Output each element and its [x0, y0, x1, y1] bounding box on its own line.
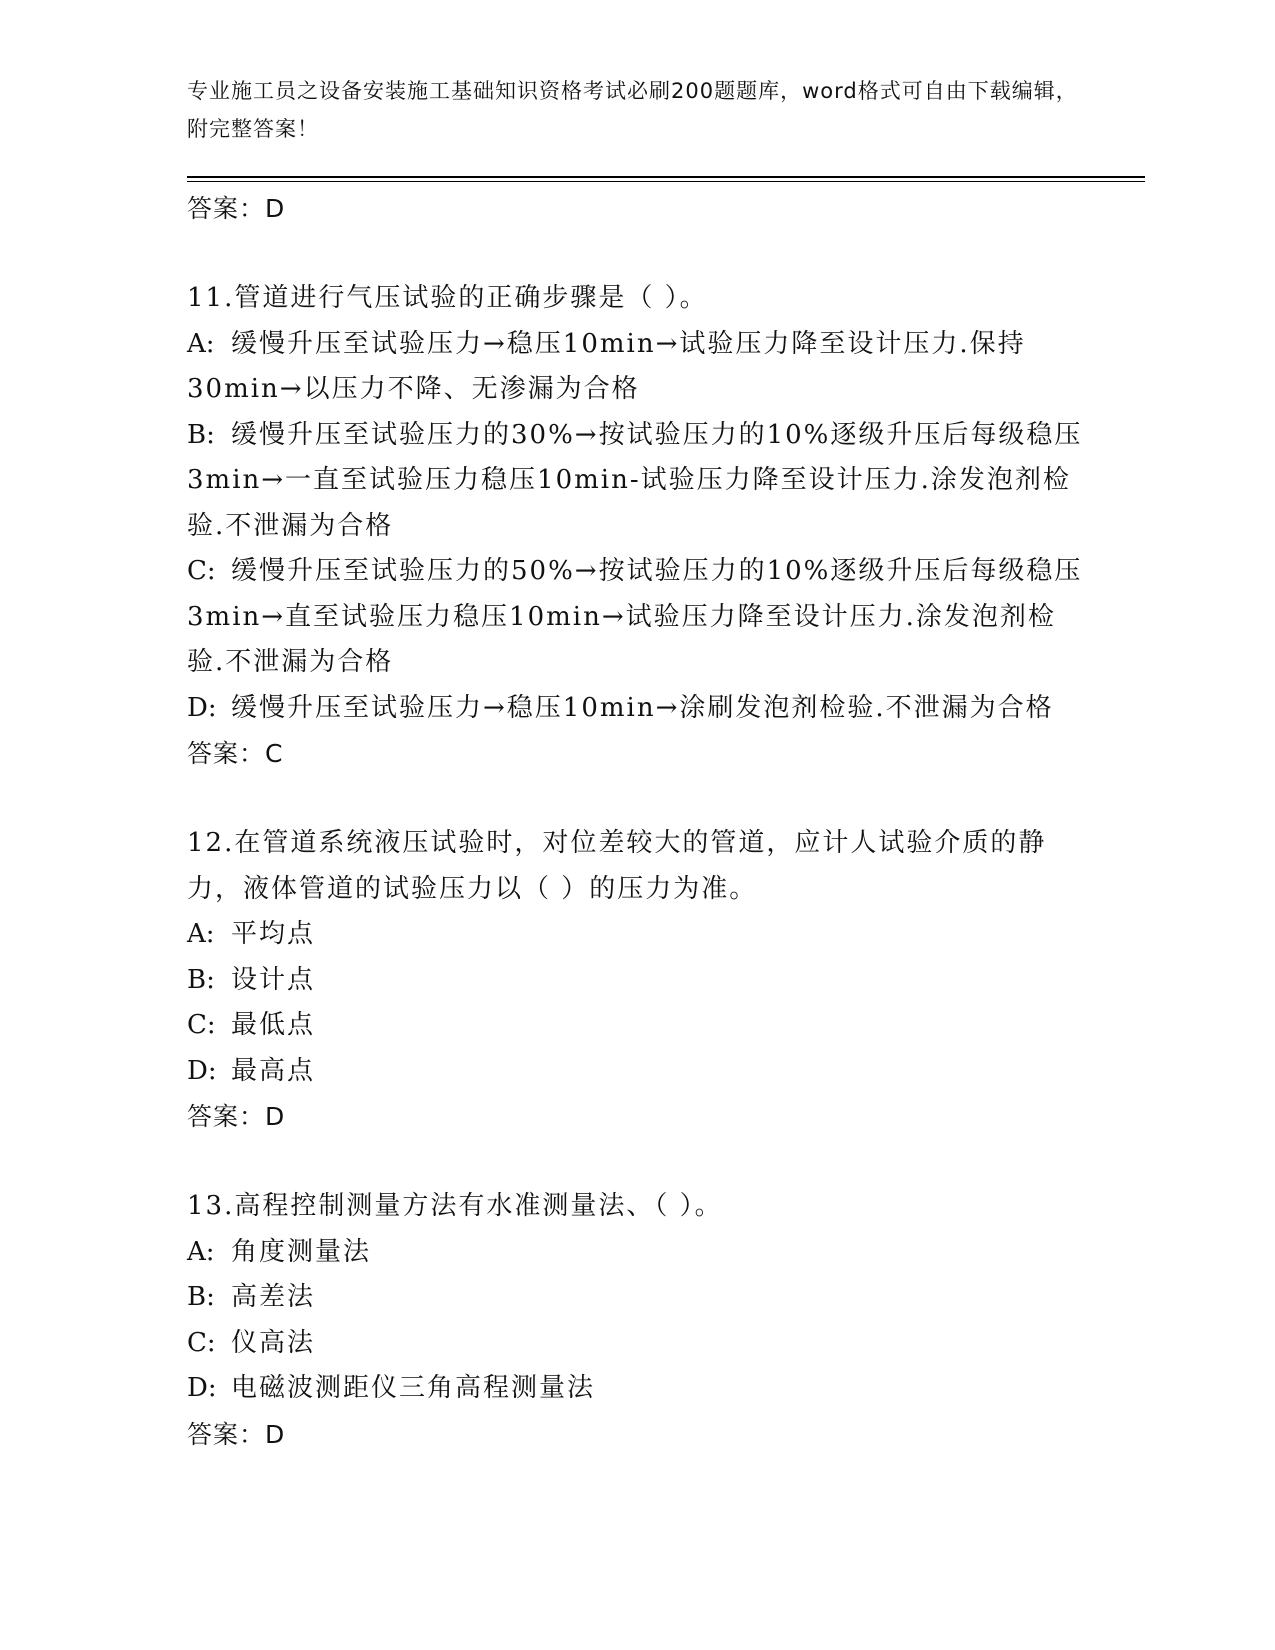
option-text: 缓慢升压至试验压力的50%→按试验压力的10%逐级升压后每级稳压3min→直至试验压力稳压10min→试验压力降至设计压力.涂发泡剂检验.不泄漏为合格	[187, 556, 1083, 677]
option-text: 设计点	[231, 964, 316, 995]
option-key: A:	[187, 1236, 215, 1267]
option-text: 仪高法	[231, 1327, 316, 1358]
question-stem: 12.在管道系统液压试验时，对位差较大的管道，应计人试验介质的静力，液体管道的试验压力以（ ）的压力为准。	[187, 828, 1047, 904]
option-key: D:	[187, 1373, 217, 1403]
option-c	[187, 549, 1087, 686]
option-text: 最低点	[231, 1010, 316, 1040]
answer-line: 答案：D	[187, 1419, 286, 1449]
option-text: 高差法	[231, 1282, 316, 1312]
answer-line: 答案：C	[187, 739, 284, 768]
option-text: 最高点	[231, 1055, 316, 1086]
header-rule-thin	[187, 181, 1145, 182]
option-key: B:	[187, 419, 215, 450]
spacer	[187, 1140, 1087, 1184]
option-b	[187, 1275, 1087, 1321]
option-key: D:	[187, 692, 217, 723]
option-d	[187, 1366, 1087, 1412]
option-key: D:	[187, 1055, 217, 1086]
option-key: B:	[187, 964, 215, 995]
option-text: 角度测量法	[231, 1236, 372, 1267]
answer-line: 答案：D	[187, 1102, 286, 1131]
option-key: C:	[187, 1010, 216, 1040]
option-b	[187, 958, 1087, 1004]
spacer	[187, 777, 1087, 821]
option-text: 电磁波测距仪三角高程测量法	[231, 1373, 596, 1403]
header-rule-thick	[187, 176, 1145, 178]
document-header: 专业施工员之设备安装施工基础知识资格考试必刷200题题库，word格式可自由下载编辑，附完整答案！	[187, 79, 1078, 141]
option-key: C:	[187, 1327, 216, 1358]
option-key: A:	[187, 328, 215, 359]
option-text: 平均点	[231, 919, 316, 949]
option-d	[187, 1049, 1087, 1095]
option-key: B:	[187, 1282, 215, 1312]
option-a	[187, 322, 1087, 413]
question-block	[187, 276, 1087, 777]
option-b	[187, 413, 1087, 550]
question-list	[187, 186, 1087, 1458]
option-key: C:	[187, 556, 216, 586]
question-stem: 13.高程控制测量方法有水准测量法、（ ）。	[187, 1191, 723, 1221]
option-text: 缓慢升压至试验压力→稳压10min→涂刷发泡剂检验.不泄漏为合格	[231, 692, 1054, 723]
spacer	[187, 232, 1087, 276]
option-c	[187, 1321, 1087, 1367]
question-stem: 11.管道进行气压试验的正确步骤是（ ）。	[187, 283, 708, 313]
option-c	[187, 1003, 1087, 1049]
option-a	[187, 912, 1087, 958]
question-block	[187, 1184, 1087, 1458]
option-text: 缓慢升压至试验压力→稳压10min→试验压力降至设计压力.保持30min→以压力不降、无渗漏为合格	[187, 328, 1026, 404]
previous-answer: 答案：D	[187, 194, 286, 223]
option-a	[187, 1230, 1087, 1276]
option-text: 缓慢升压至试验压力的30%→按试验压力的10%逐级升压后每级稳压3min→一直至试验压力稳压10min-试验压力降至设计压力.涂发泡剂检验.不泄漏为合格	[187, 419, 1083, 541]
question-block	[187, 821, 1087, 1140]
option-d	[187, 686, 1087, 732]
option-key: A:	[187, 919, 215, 949]
